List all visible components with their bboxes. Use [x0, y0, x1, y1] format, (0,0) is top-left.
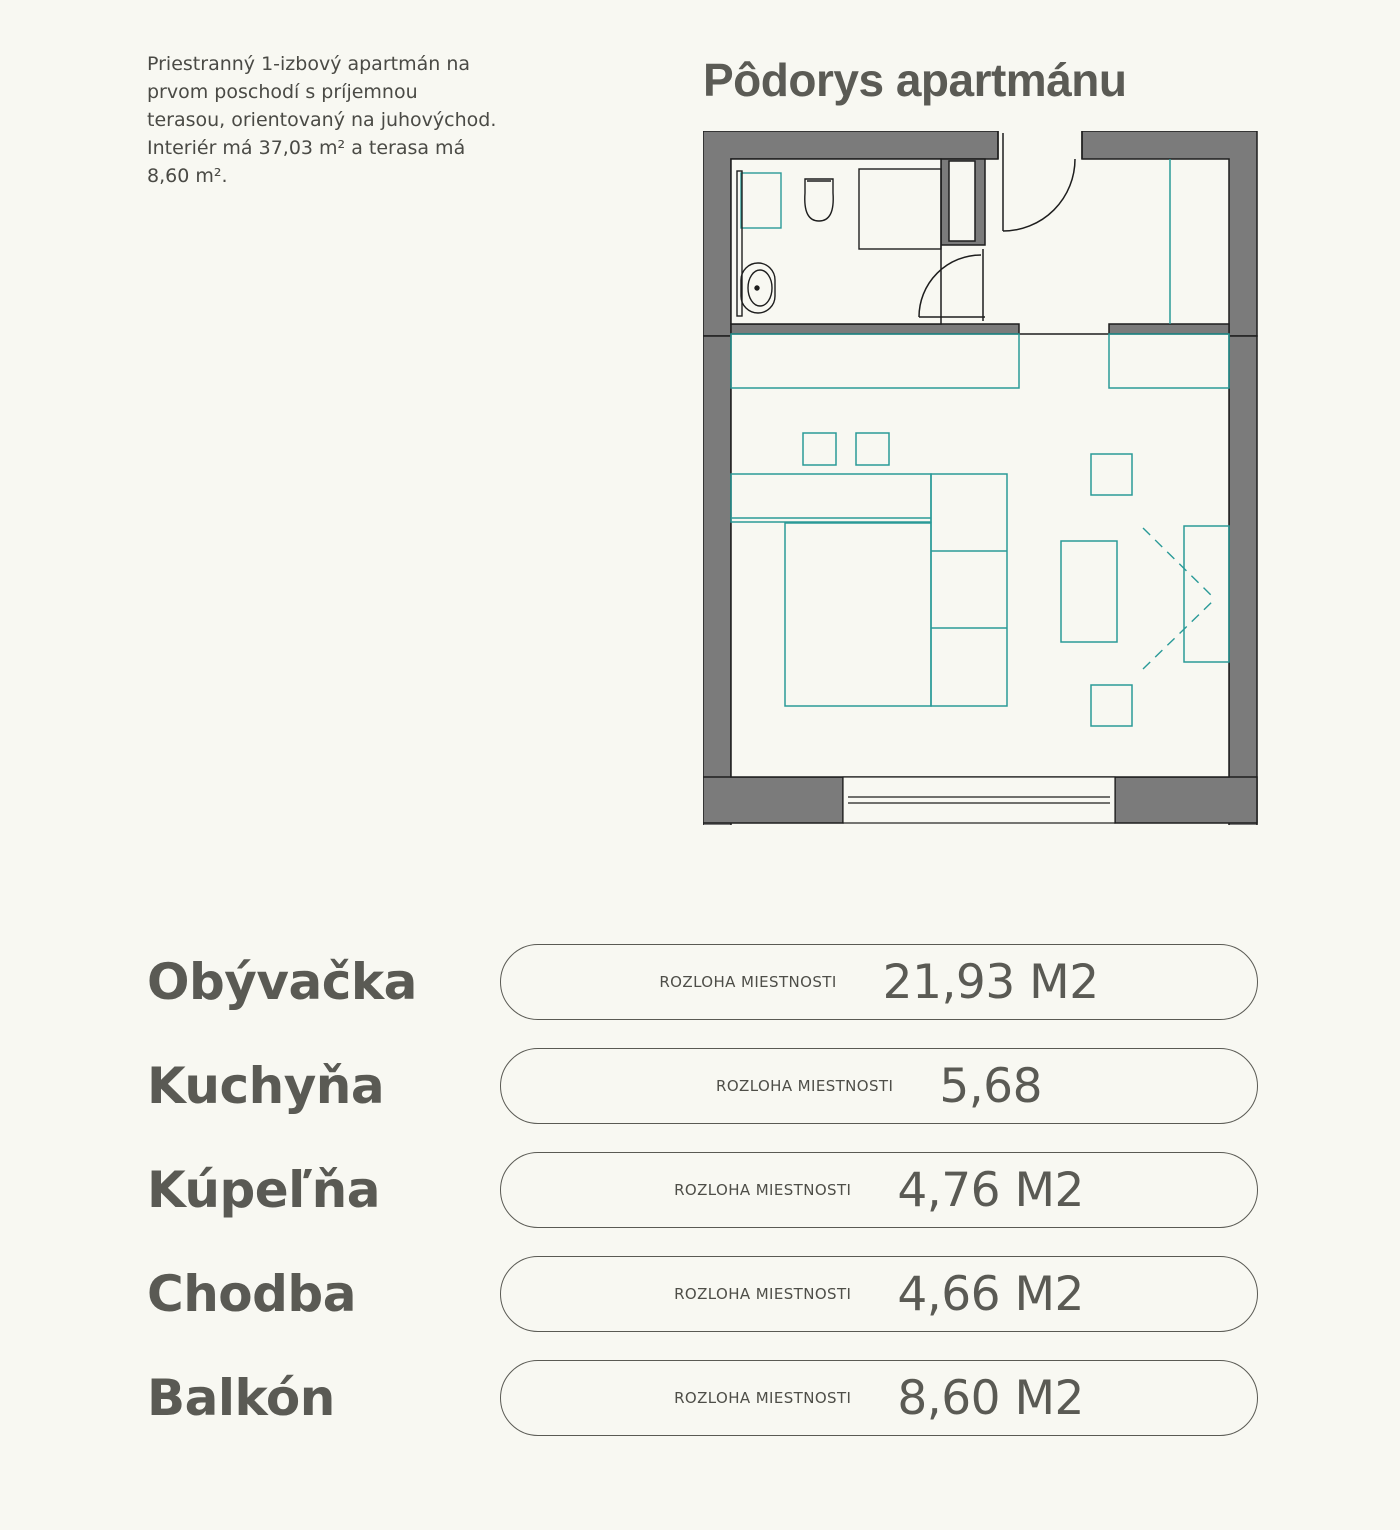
room-area-value: 4,76 M2	[897, 1162, 1084, 1218]
entrance-door	[998, 131, 1082, 231]
room-area-pill	[500, 944, 1258, 1020]
room-row-balkon	[0, 1360, 1400, 1436]
room-area-pill	[500, 1048, 1258, 1124]
room-area-label: ROZLOHA MIESTNOSTI	[659, 973, 837, 991]
apartment-description: Priestranný 1-izbový apartmán na prvom poschodí s príjemnou terasou, orientovaný na juhovýchod. Interiér má 37,03 m² a terasa má 8,60 m².	[147, 53, 497, 187]
room-row-chodba	[0, 1256, 1400, 1332]
room-name: Chodba	[147, 1265, 356, 1323]
room-area-label: ROZLOHA MIESTNOSTI	[674, 1181, 852, 1199]
room-name: Kúpeľňa	[147, 1161, 380, 1219]
room-area-label: ROZLOHA MIESTNOSTI	[674, 1285, 852, 1303]
balcony-window	[843, 777, 1115, 823]
floor-plan-title: Pôdorys apartmánu	[703, 54, 1127, 106]
room-area-label: ROZLOHA MIESTNOSTI	[716, 1077, 894, 1095]
room-area-label: ROZLOHA MIESTNOSTI	[674, 1389, 852, 1407]
room-area-pill	[500, 1256, 1258, 1332]
room-name: Balkón	[147, 1369, 335, 1427]
room-area-pill	[500, 1152, 1258, 1228]
room-row-obyvacka	[0, 944, 1400, 1020]
room-area-value: 5,68	[939, 1058, 1042, 1114]
room-area-value: 21,93 M2	[882, 954, 1099, 1010]
room-area-value: 8,60 M2	[897, 1370, 1084, 1426]
floor-plan-interior	[731, 159, 1229, 777]
room-name: Obývačka	[147, 953, 417, 1011]
floor-plan-image	[703, 131, 1259, 825]
room-name: Kuchyňa	[147, 1057, 385, 1115]
room-row-kuchyna	[0, 1048, 1400, 1124]
room-area-pill	[500, 1360, 1258, 1436]
room-row-kupelna	[0, 1152, 1400, 1228]
room-area-value: 4,66 M2	[897, 1266, 1084, 1322]
